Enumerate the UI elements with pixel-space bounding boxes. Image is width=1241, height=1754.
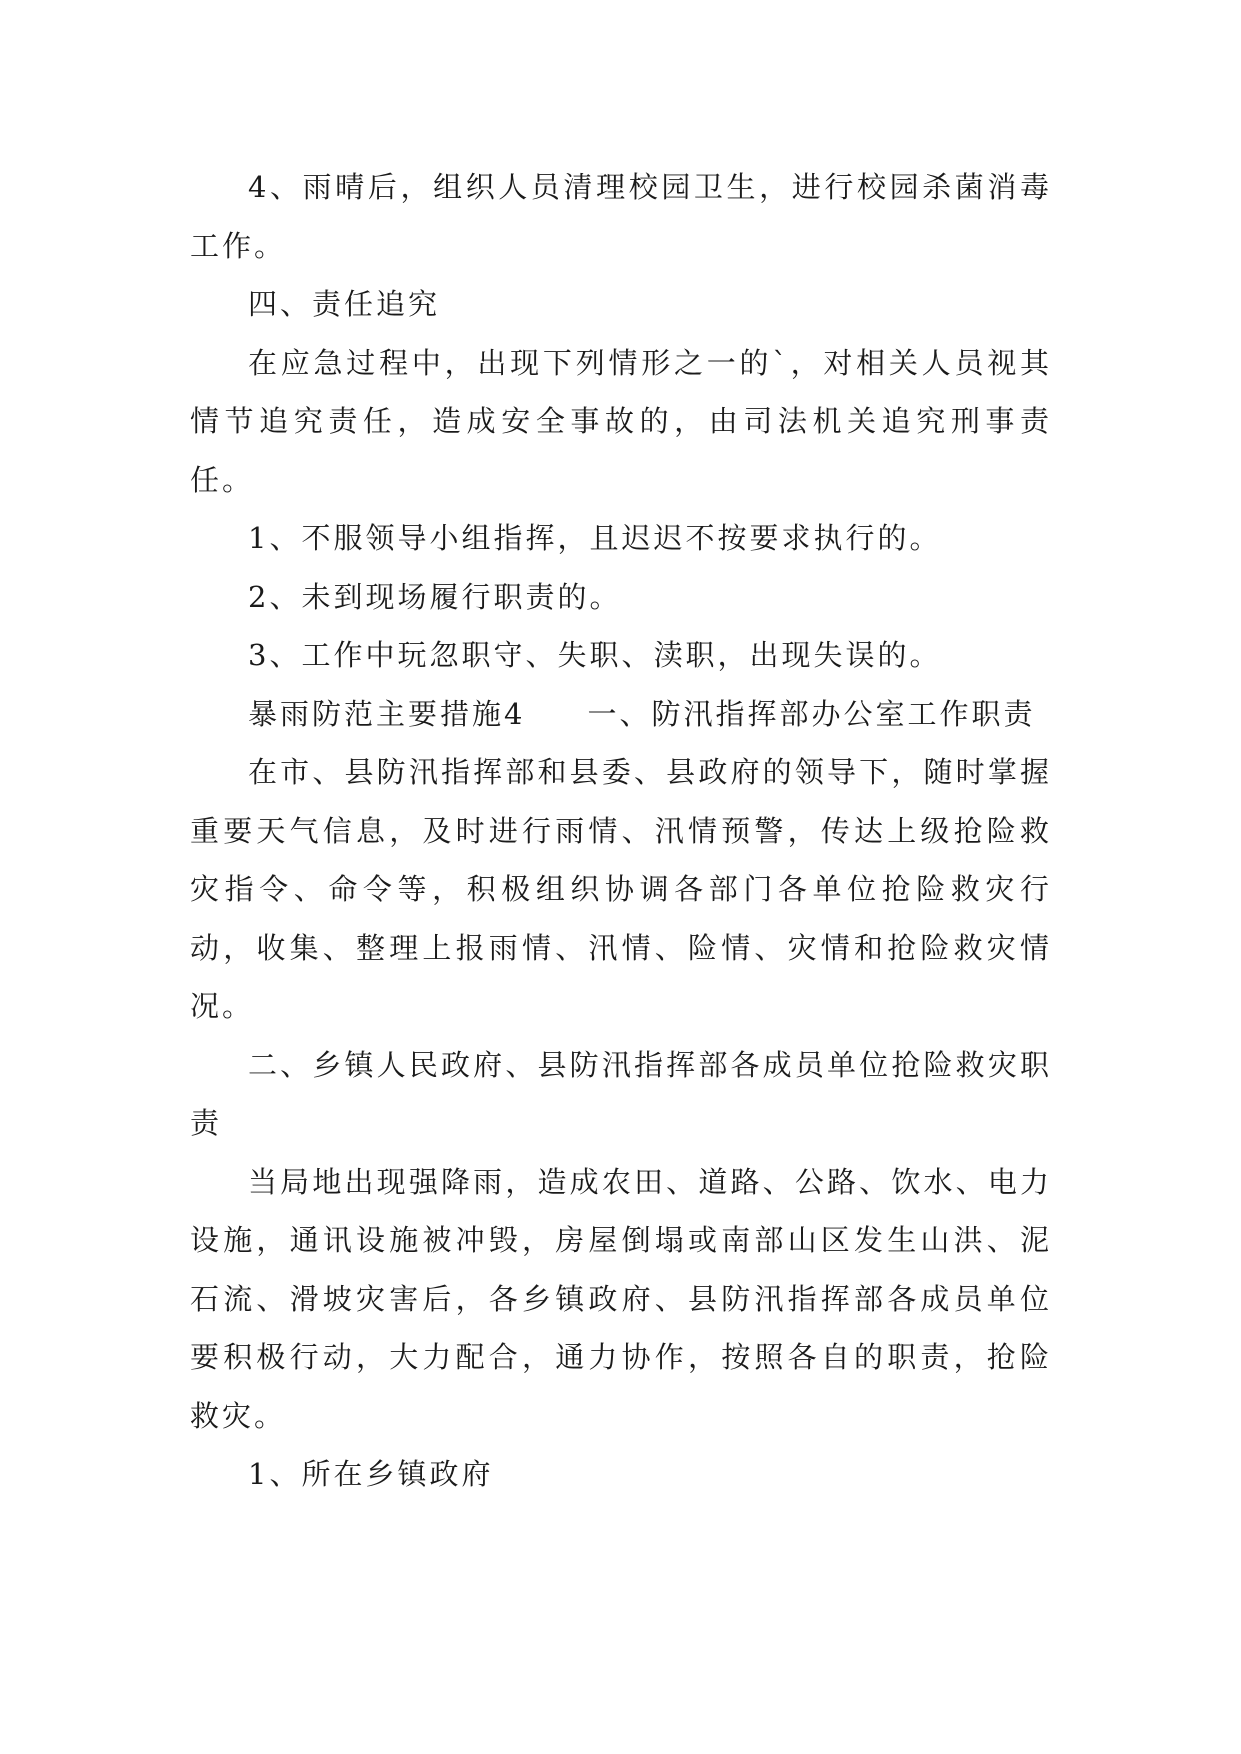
measures-title: 暴雨防范主要措施4 bbox=[248, 696, 526, 731]
paragraph-item-3: 3、工作中玩忽职守、失职、渎职，出现失误的。 bbox=[248, 638, 942, 672]
section-heading-rescue-duties: 二、乡镇人民政府、县防汛指挥部各成员单位抢险救灾职责 bbox=[190, 1047, 1052, 1140]
paragraph-accountability-intro: 在应急过程中，出现下列情形之一的`，对相关人员视其情节追究责任，造成安全事故的，由司法机关追究刑事责任。 bbox=[190, 345, 1052, 497]
paragraph-rescue-duties: 当局地出现强降雨，造成农田、道路、公路、饮水、电力设施，通讯设施被冲毁，房屋倒塌或南部山区发生山洪、泥石流、滑坡灾害后，各乡镇政府、县防汛指挥部各成员单位要积极行动，大力配合，通力协作，按照各自的职责，抢险救灾。 bbox=[190, 1164, 1052, 1433]
paragraph-item-4-cleanup: 4、雨晴后，组织人员清理校园卫生，进行校园杀菌消毒工作。 bbox=[190, 170, 1052, 263]
document-body bbox=[190, 158, 1052, 1504]
paragraph-item-2: 2、未到现场履行职责的。 bbox=[248, 579, 622, 614]
section-heading-accountability: 四、责任追究 bbox=[248, 287, 441, 321]
section-heading-measures-4 bbox=[190, 685, 1052, 744]
paragraph-office-duties: 在市、县防汛指挥部和县委、县政府的领导下，随时掌握重要天气信息，及时进行雨情、汛情预警，传达上级抢险救灾指令、命令等，积极组织协调各部门各单位抢险救灾行动，收集、整理上报雨情、汛情、险情、灾情和抢险救灾情况。 bbox=[190, 755, 1052, 1023]
paragraph-item-1: 1、不服领导小组指挥，且迟迟不按要求执行的。 bbox=[248, 521, 942, 555]
paragraph-township-government: 1、所在乡镇政府 bbox=[248, 1457, 494, 1491]
office-duties-heading: 一、防汛指挥部办公室工作职责 bbox=[587, 696, 1036, 731]
